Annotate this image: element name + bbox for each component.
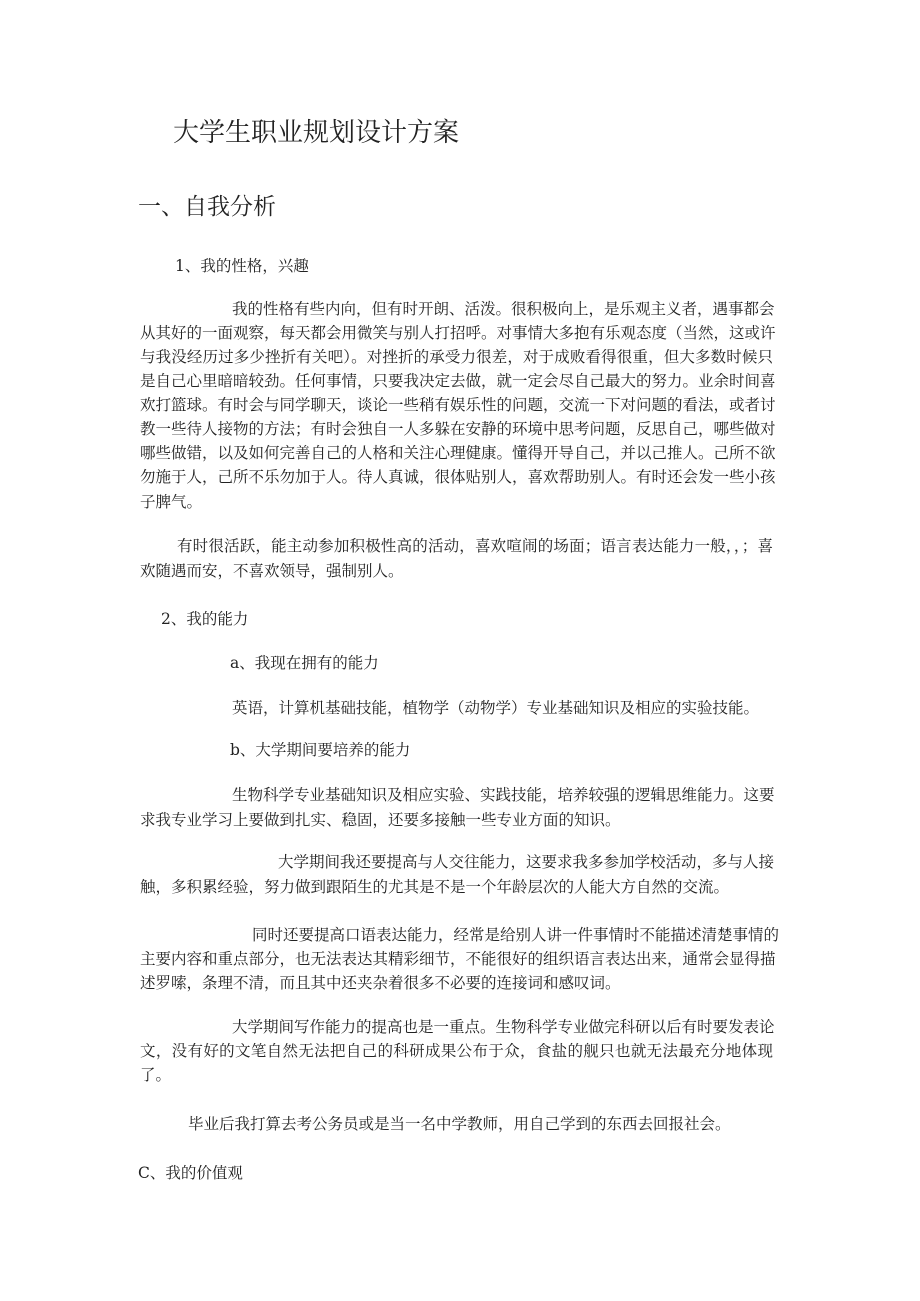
- paragraph-line: 求我专业学习上要做到扎实、稳固，还要多接触一些专业方面的知识。: [140, 811, 621, 829]
- subheading: a、我现在拥有的能力: [230, 654, 379, 672]
- paragraph-line: 我的性格有些内向，但有时开朗、活泼。很积极向上，是乐观主义者，遇事都会: [232, 300, 775, 318]
- paragraph-line: 子脾气。: [140, 493, 203, 511]
- paragraph-line: 述罗嗦，条理不清，而且其中还夹杂着很多不必要的连接词和感叹词。: [140, 974, 621, 992]
- paragraph-line: 是自己心里暗暗较劲。任何事情，只要我决定去做，就一定会尽自己最大的努力。业余时间喜: [140, 372, 776, 390]
- subheading: C、我的价值观: [138, 1164, 243, 1182]
- paragraph-line: 大学期间我还要提高与人交往能力，这要求我多参加学校活动，多与人接: [278, 853, 775, 871]
- paragraph-line: 生物科学专业基础知识及相应实验、实践技能，培养较强的逻辑思维能力。这要: [232, 786, 775, 804]
- paragraph: 英语，计算机基础技能，植物学（动物学）专业基础知识及相应的实验技能。: [232, 699, 760, 717]
- paragraph-line: 勿施于人，己所不乐勿加于人。待人真诚，很体贴别人，喜欢帮助别人。有时还会发一些小孩: [140, 468, 776, 486]
- document-title: 大学生职业规划设计方案: [173, 118, 460, 148]
- paragraph-line: 欢随遇而安，不喜欢领导，强制别人。: [140, 562, 404, 580]
- subheading: 1、我的性格，兴趣: [175, 257, 309, 275]
- paragraph-line: 欢打篮球。有时会与同学聊天，谈论一些稍有娱乐性的问题，交流一下对问题的看法，或者讨: [140, 396, 776, 414]
- paragraph-line: 哪些做错，以及如何完善自己的人格和关注心理健康。懂得开导自己，并以己推人。己所不欲: [140, 444, 776, 462]
- paragraph-line: 触，多积累经验，努力做到跟陌生的尤其是不是一个年龄层次的人能大方自然的交流。: [140, 878, 730, 896]
- paragraph-line: 主要内容和重点部分，也无法表达其精彩细节，不能很好的组织语言表达出来，通常会显得描: [140, 950, 776, 968]
- subheading: 2、我的能力: [161, 610, 249, 628]
- paragraph-line: 教一些待人接物的方法；有时会独自一人多躲在安静的环境中思考问题，反思自己，哪些做对: [140, 420, 776, 438]
- section-heading: 一、自我分析: [138, 194, 276, 220]
- subheading: b、大学期间要培养的能力: [230, 741, 411, 759]
- paragraph-line: 了。: [140, 1066, 172, 1084]
- paragraph-line: 大学期间写作能力的提高也是一重点。生物科学专业做完科研以后有时要发表论: [232, 1018, 775, 1036]
- paragraph-line: 文，没有好的文笔自然无法把自己的科研成果公布于众，食盐的舰只也就无法最充分地体现: [140, 1042, 773, 1060]
- paragraph-line: 有时很活跃，能主动参加积极性高的活动，喜欢喧闹的场面；语言表达能力一般，，；喜: [177, 537, 773, 555]
- paragraph-line: 与我没经历过多少挫折有关吧）。对挫折的承受力很差，对于成败看得很重，但大多数时候只: [140, 348, 773, 366]
- paragraph-line: 同时还要提高口语表达能力，经常是给别人讲一件事情时不能描述清楚事情的: [252, 926, 780, 944]
- paragraph-line: 从其好的一面观察，每天都会用微笑与别人打招呼。对事情大多抱有乐观态度（当然，这或许: [140, 324, 776, 342]
- paragraph: 毕业后我打算去考公务员或是当一名中学教师，用自己学到的东西去回报社会。: [188, 1115, 731, 1133]
